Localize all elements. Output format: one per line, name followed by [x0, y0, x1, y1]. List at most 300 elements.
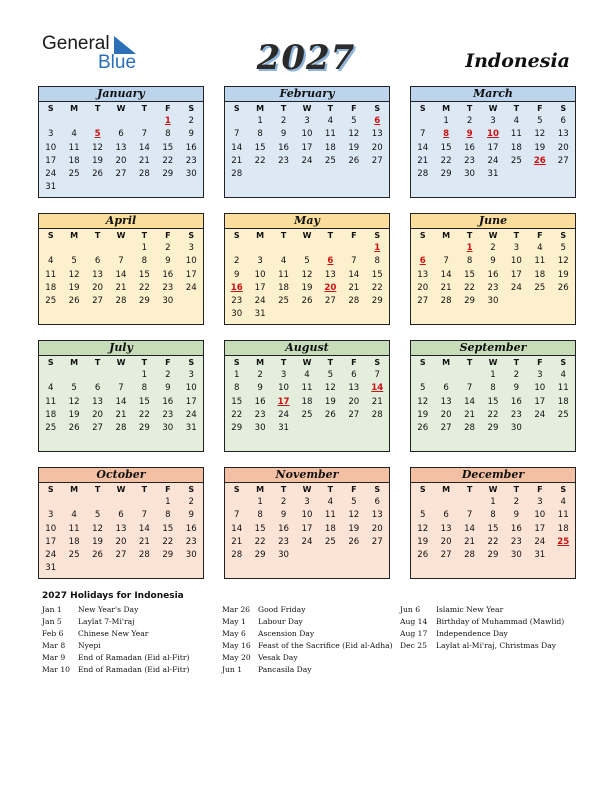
day-cell: 27 [324, 295, 336, 306]
day-cell: 23 [185, 155, 197, 166]
day-cell: 20 [371, 523, 383, 534]
day-cell: 24 [185, 282, 197, 293]
day-cell: 13 [348, 383, 360, 394]
day-cell: 6 [118, 510, 124, 521]
holiday-name: Pancasila Day [258, 665, 312, 674]
week-row [411, 382, 575, 395]
weekday-label: M [70, 231, 79, 240]
day-cell [458, 369, 481, 382]
day-cell: 17 [254, 282, 266, 293]
day-cell: 22 [162, 155, 174, 166]
day-cell: 26 [557, 282, 569, 293]
holiday-name: Birthday of Muhammad (Mawlid) [436, 617, 565, 626]
day-cell: 24 [45, 549, 57, 560]
month-title: August [225, 341, 389, 356]
day-cell: 11 [510, 129, 522, 140]
day-cell: 20 [557, 142, 569, 153]
day-cell: 17 [277, 396, 290, 407]
week-row [225, 155, 389, 168]
day-cell: 21 [231, 536, 243, 547]
day-cell: 10 [185, 256, 197, 267]
day-cell: 3 [47, 510, 54, 521]
day-cell: 4 [327, 116, 334, 127]
day-cell: 2 [466, 116, 473, 127]
weekday-label: W [302, 231, 312, 240]
day-cell: 12 [301, 269, 313, 280]
month-april [38, 213, 204, 325]
day-cell: 28 [417, 168, 429, 179]
week-row [225, 536, 389, 549]
day-cell [133, 181, 156, 194]
day-cell: 14 [464, 396, 476, 407]
week-row [225, 509, 389, 522]
weekday-label: T [327, 104, 334, 113]
day-cell [319, 549, 342, 562]
weekday-header [39, 356, 203, 369]
day-cell [366, 168, 389, 181]
day-cell [272, 168, 295, 181]
holiday-column [42, 604, 189, 676]
day-cell: 22 [138, 282, 150, 293]
day-cell: 8 [443, 129, 450, 140]
day-cell: 21 [115, 409, 127, 420]
weekday-label: S [374, 104, 381, 113]
weekday-header [225, 102, 389, 115]
day-cell: 5 [560, 243, 566, 254]
day-cell: 13 [371, 129, 383, 140]
weekday-label: S [419, 485, 426, 494]
day-cell: 13 [92, 396, 104, 407]
holiday-name: Laylat 7-Mi'raj [78, 617, 135, 626]
weekday-label: M [70, 485, 79, 494]
day-cell [62, 115, 85, 128]
day-cell: 18 [278, 282, 290, 293]
day-cell: 20 [371, 142, 383, 153]
day-cell: 11 [45, 396, 57, 407]
day-cell: 9 [466, 129, 473, 140]
day-cell: 8 [233, 383, 240, 394]
day-cell: 13 [440, 523, 452, 534]
holiday-item [42, 604, 189, 616]
day-cell: 16 [230, 282, 243, 293]
day-cell: 15 [162, 142, 174, 153]
day-cell: 13 [371, 510, 383, 521]
day-cell: 21 [138, 155, 150, 166]
day-cell [86, 115, 109, 128]
day-cell: 4 [537, 243, 543, 254]
weekday-label: W [116, 104, 126, 113]
day-cell: 6 [327, 256, 334, 267]
day-cell: 7 [233, 129, 240, 140]
day-cell: 21 [417, 155, 429, 166]
day-cell: 2 [280, 497, 287, 508]
month-march [410, 86, 576, 198]
day-cell: 25 [324, 536, 336, 547]
weekday-label: S [188, 485, 195, 494]
week-row [39, 382, 203, 395]
day-cell: 2 [513, 370, 520, 381]
day-cell [62, 496, 85, 509]
week-row [225, 409, 389, 422]
day-cell: 29 [138, 422, 150, 433]
day-cell: 23 [510, 536, 522, 547]
day-cell: 5 [94, 129, 101, 140]
day-cell [342, 308, 365, 321]
day-cell: 5 [71, 256, 77, 267]
weekday-label: S [47, 104, 54, 113]
day-cell [133, 496, 156, 509]
day-cell: 27 [348, 409, 360, 420]
day-cell [225, 115, 248, 128]
week-row [39, 369, 203, 382]
weekday-label: T [280, 358, 287, 367]
weekday-header [225, 483, 389, 496]
day-cell: 26 [533, 155, 546, 166]
week-row [411, 242, 575, 255]
day-cell: 19 [348, 523, 360, 534]
week-row [411, 409, 575, 422]
day-cell: 21 [138, 536, 150, 547]
day-cell: 14 [231, 523, 243, 534]
day-cell: 14 [464, 523, 476, 534]
week-row [411, 422, 575, 435]
weekday-label: S [233, 104, 240, 113]
weekday-label: F [537, 231, 543, 240]
weekday-label: S [419, 358, 426, 367]
day-cell [39, 369, 62, 382]
day-cell [295, 242, 318, 255]
week-row [411, 295, 575, 308]
weekday-label: M [256, 231, 265, 240]
holiday-date: Dec 25 [400, 641, 427, 650]
holiday-name: Ascension Day [258, 629, 315, 638]
day-cell: 20 [417, 282, 429, 293]
day-cell: 19 [417, 409, 429, 420]
holiday-item [400, 640, 564, 652]
day-cell: 14 [138, 523, 150, 534]
holiday-item [222, 664, 393, 676]
day-cell: 14 [231, 142, 243, 153]
day-cell: 16 [510, 396, 522, 407]
day-cell: 12 [92, 142, 104, 153]
month-august [224, 340, 390, 452]
day-cell: 28 [138, 168, 150, 179]
day-cell [366, 549, 389, 562]
day-cell [295, 549, 318, 562]
day-cell: 12 [324, 383, 336, 394]
day-cell: 11 [557, 510, 569, 521]
week-row [411, 142, 575, 155]
day-cell: 28 [440, 295, 452, 306]
day-cell: 6 [118, 129, 124, 140]
day-cell: 19 [92, 155, 104, 166]
day-cell: 19 [348, 142, 360, 153]
day-cell: 10 [486, 129, 499, 140]
logo-text-general: General [42, 33, 110, 54]
week-row [225, 269, 389, 282]
day-cell: 30 [231, 309, 243, 320]
day-cell: 14 [440, 269, 452, 280]
day-cell: 21 [464, 409, 476, 420]
day-cell [180, 295, 203, 308]
holiday-item [42, 664, 189, 676]
day-cell: 1 [164, 116, 171, 127]
day-cell: 13 [115, 523, 127, 534]
day-cell: 9 [490, 256, 496, 267]
weekday-label: T [141, 231, 148, 240]
day-cell: 29 [162, 168, 174, 179]
weekday-label: S [233, 485, 240, 494]
day-cell: 7 [118, 256, 124, 267]
day-cell: 18 [534, 269, 546, 280]
day-cell [342, 422, 365, 435]
week-row [39, 269, 203, 282]
month-title: September [411, 341, 575, 356]
day-cell: 2 [233, 256, 240, 267]
day-cell: 20 [115, 155, 127, 166]
day-cell: 28 [115, 295, 127, 306]
day-cell: 4 [71, 129, 77, 140]
day-cell: 30 [510, 422, 522, 433]
month-title: April [39, 214, 203, 229]
day-cell: 31 [254, 309, 266, 320]
day-cell: 24 [254, 295, 266, 306]
weekday-label: T [466, 104, 473, 113]
weekday-label: M [442, 231, 451, 240]
weekday-label: T [94, 104, 101, 113]
day-cell: 31 [45, 182, 57, 193]
weekday-label: S [560, 358, 567, 367]
holiday-item [222, 652, 393, 664]
day-cell: 8 [490, 510, 496, 521]
weekday-header [411, 483, 575, 496]
day-cell: 2 [490, 243, 496, 254]
day-cell: 29 [254, 549, 266, 560]
day-cell: 28 [115, 422, 127, 433]
day-cell: 27 [92, 295, 104, 306]
week-row [225, 422, 389, 435]
weekday-label: M [70, 358, 79, 367]
day-cell: 23 [185, 536, 197, 547]
day-cell: 5 [419, 510, 426, 521]
holiday-date: Mar 9 [42, 653, 66, 662]
day-cell: 18 [45, 409, 57, 420]
month-february [224, 86, 390, 198]
day-cell: 10 [534, 510, 546, 521]
day-cell: 4 [327, 497, 334, 508]
day-cell: 27 [115, 168, 127, 179]
day-cell: 17 [185, 269, 197, 280]
day-cell: 1 [141, 243, 148, 254]
day-cell: 7 [374, 370, 380, 381]
day-cell [109, 496, 132, 509]
holiday-date: May 20 [222, 653, 251, 662]
day-cell: 15 [162, 523, 174, 534]
day-cell [319, 168, 342, 181]
day-cell: 24 [45, 168, 57, 179]
day-cell: 14 [371, 383, 384, 394]
day-cell: 27 [115, 549, 127, 560]
day-cell: 6 [94, 256, 101, 267]
week-row [225, 295, 389, 308]
day-cell: 13 [557, 129, 569, 140]
holiday-date: May 16 [222, 641, 251, 650]
weekday-label: S [188, 231, 195, 240]
day-cell: 1 [443, 116, 449, 127]
country-name: Indonesia [465, 50, 570, 72]
day-cell: 28 [348, 295, 360, 306]
day-cell: 17 [45, 536, 57, 547]
week-row [225, 168, 389, 181]
day-cell: 22 [440, 155, 452, 166]
day-cell: 3 [490, 116, 496, 127]
month-january [38, 86, 204, 198]
weekday-label: T [466, 231, 473, 240]
weekday-header [411, 102, 575, 115]
day-cell: 27 [371, 155, 383, 166]
week-row [411, 255, 575, 268]
day-cell [156, 562, 179, 575]
day-cell: 11 [301, 383, 313, 394]
day-cell: 20 [92, 282, 104, 293]
day-cell: 17 [301, 523, 313, 534]
holiday-item [42, 640, 189, 652]
day-cell: 29 [138, 295, 150, 306]
day-cell: 6 [351, 370, 357, 381]
day-cell: 2 [188, 116, 194, 127]
day-cell: 19 [534, 142, 546, 153]
day-cell: 26 [68, 422, 80, 433]
day-cell: 23 [510, 409, 522, 420]
weekday-label: T [280, 485, 287, 494]
day-cell: 26 [68, 295, 80, 306]
week-row [39, 282, 203, 295]
day-cell [109, 115, 132, 128]
week-row [411, 536, 575, 549]
weekday-label: T [327, 358, 334, 367]
day-cell: 3 [304, 116, 310, 127]
weekday-label: M [442, 485, 451, 494]
holiday-date: Aug 17 [400, 629, 428, 638]
day-cell [434, 242, 457, 255]
day-cell: 5 [71, 383, 77, 394]
day-cell: 28 [464, 549, 476, 560]
day-cell: 10 [301, 129, 313, 140]
week-row [225, 242, 389, 255]
day-cell: 25 [45, 295, 57, 306]
week-row [411, 496, 575, 509]
day-cell: 27 [417, 295, 429, 306]
weekday-label: F [165, 358, 171, 367]
day-cell: 12 [348, 510, 360, 521]
day-cell [458, 496, 481, 509]
weekday-label: S [374, 231, 381, 240]
day-cell: 5 [304, 256, 310, 267]
day-cell [342, 168, 365, 181]
day-cell: 30 [510, 549, 522, 560]
weekday-label: F [537, 104, 543, 113]
day-cell: 5 [419, 383, 426, 394]
weekday-label: F [351, 485, 357, 494]
day-cell: 25 [45, 422, 57, 433]
day-cell: 4 [513, 116, 520, 127]
day-cell: 17 [45, 155, 57, 166]
day-cell: 30 [185, 549, 197, 560]
day-cell: 7 [233, 510, 240, 521]
holiday-name: Labour Day [258, 617, 303, 626]
day-cell: 4 [304, 370, 310, 381]
day-cell: 28 [371, 409, 383, 420]
day-cell: 9 [233, 269, 240, 280]
week-row [411, 168, 575, 181]
day-cell: 26 [348, 155, 360, 166]
day-cell: 17 [185, 396, 197, 407]
day-cell: 3 [188, 370, 194, 381]
holiday-name: End of Ramadan (Eid al-Fitr) [78, 653, 190, 662]
day-cell: 11 [324, 129, 336, 140]
day-cell: 26 [92, 168, 104, 179]
month-title: October [39, 468, 203, 483]
weekday-label: F [165, 485, 171, 494]
month-november [224, 467, 390, 579]
weekday-header [411, 229, 575, 242]
day-cell: 9 [188, 129, 194, 140]
day-cell [86, 562, 109, 575]
week-row [411, 282, 575, 295]
day-cell: 7 [351, 256, 357, 267]
day-cell: 16 [254, 396, 266, 407]
holiday-name: Vesak Day [258, 653, 298, 662]
month-title: June [411, 214, 575, 229]
day-cell: 12 [534, 129, 546, 140]
day-cell: 30 [185, 168, 197, 179]
day-cell: 23 [278, 536, 290, 547]
weekday-label: S [233, 231, 240, 240]
day-cell: 2 [165, 370, 171, 381]
weekday-label: T [513, 358, 520, 367]
day-cell: 16 [278, 523, 290, 534]
day-cell [39, 115, 62, 128]
day-cell: 8 [490, 383, 496, 394]
holiday-date: May 1 [222, 617, 246, 626]
day-cell [225, 496, 248, 509]
day-cell: 13 [92, 269, 104, 280]
weekday-label: T [327, 231, 334, 240]
day-cell: 3 [47, 129, 54, 140]
holiday-date: Mar 26 [222, 605, 251, 614]
week-row [225, 549, 389, 562]
day-cell: 1 [374, 243, 381, 254]
day-cell: 18 [68, 536, 80, 547]
day-cell: 30 [162, 295, 174, 306]
holiday-item [42, 628, 189, 640]
week-row [39, 295, 203, 308]
day-cell: 28 [138, 549, 150, 560]
holiday-date: Jun 6 [400, 605, 421, 614]
day-cell [319, 308, 342, 321]
day-cell: 31 [278, 422, 290, 433]
holiday-date: May 6 [222, 629, 246, 638]
day-cell: 14 [138, 142, 150, 153]
day-cell [86, 181, 109, 194]
day-cell: 19 [557, 269, 569, 280]
day-cell: 25 [301, 409, 313, 420]
weekday-label: T [513, 231, 520, 240]
day-cell: 4 [560, 497, 566, 508]
week-row [225, 523, 389, 536]
week-row [39, 155, 203, 168]
week-row [225, 396, 389, 409]
